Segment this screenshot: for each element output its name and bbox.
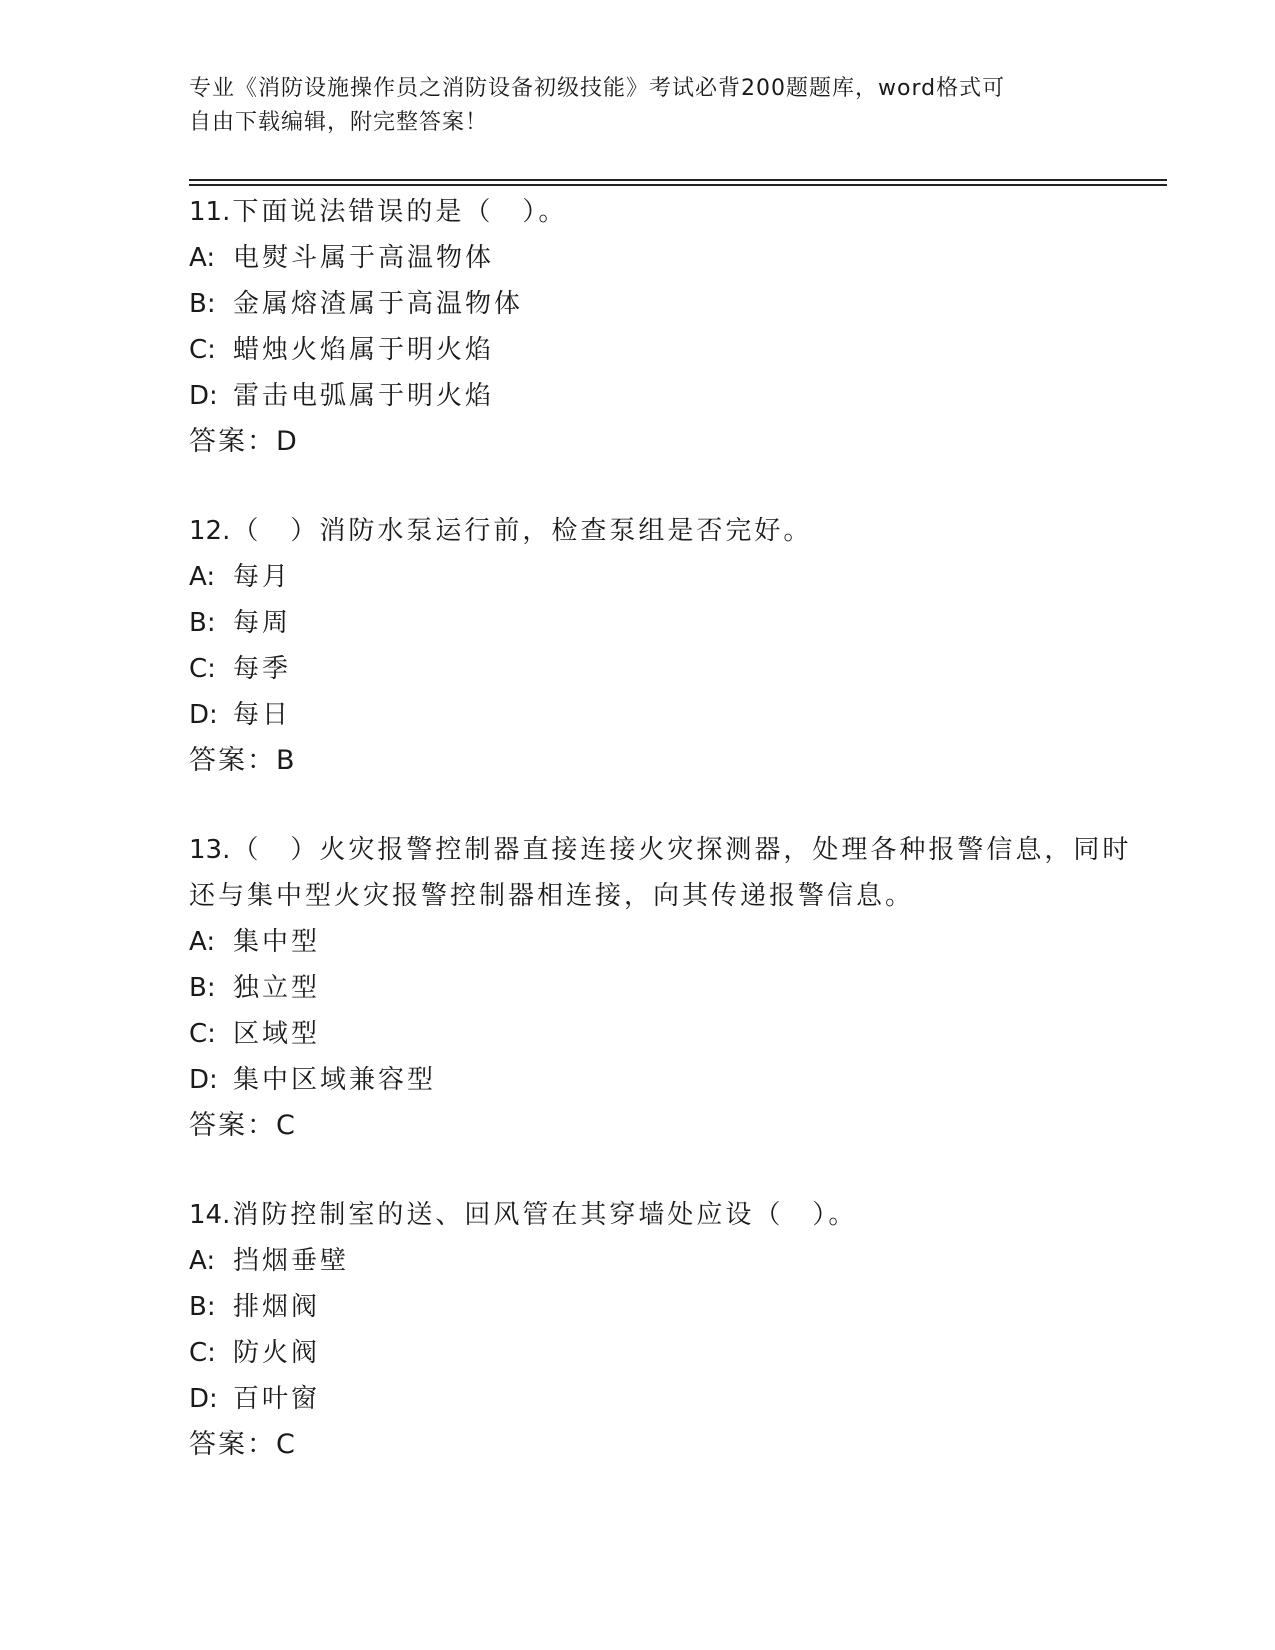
option-text: 金属熔渣属于高温物体 bbox=[233, 289, 524, 319]
header-line-2: 自由下载编辑，附完整答案！ bbox=[189, 110, 489, 135]
option-key: D: bbox=[189, 1065, 218, 1095]
option-text: 蜡烛火焰属于明火焰 bbox=[233, 335, 495, 365]
option-text: 每月 bbox=[233, 562, 292, 592]
option-a bbox=[189, 235, 1149, 281]
answer-value: D bbox=[276, 426, 297, 457]
option-c bbox=[189, 1330, 1149, 1376]
option-a bbox=[189, 554, 1149, 600]
option-key: D: bbox=[189, 700, 218, 730]
option-key: B: bbox=[189, 1292, 216, 1322]
answer-line bbox=[189, 738, 1149, 784]
option-text: 每周 bbox=[233, 608, 292, 638]
question-text: （ ）火灾报警控制器直接连接火灾探测器，处理各种报警信息，同时还与集中型火灾报警控制器相连接，向其传递报警信息。 bbox=[189, 835, 1132, 911]
option-b bbox=[189, 1284, 1149, 1330]
question-number: 11. bbox=[189, 197, 231, 227]
answer-label: 答案： bbox=[189, 426, 276, 457]
answer-label: 答案： bbox=[189, 745, 276, 776]
option-text: 集中区域兼容型 bbox=[233, 1065, 437, 1095]
answer-label: 答案： bbox=[189, 1429, 276, 1460]
option-text: 独立型 bbox=[233, 973, 321, 1003]
option-d bbox=[189, 1057, 1149, 1103]
option-key: B: bbox=[189, 973, 216, 1003]
option-b bbox=[189, 600, 1149, 646]
option-key: C: bbox=[189, 1019, 216, 1049]
answer-value: C bbox=[276, 1110, 295, 1141]
question-text: 下面说法错误的是（ ）。 bbox=[232, 197, 568, 227]
answer-line bbox=[189, 1103, 1149, 1149]
question-stem bbox=[189, 827, 1149, 919]
option-d bbox=[189, 373, 1149, 419]
answer-value: B bbox=[276, 745, 295, 776]
answer-value: C bbox=[276, 1429, 295, 1460]
option-key: D: bbox=[189, 1384, 218, 1414]
option-d bbox=[189, 692, 1149, 738]
option-text: 防火阀 bbox=[233, 1338, 321, 1368]
option-c bbox=[189, 1011, 1149, 1057]
option-text: 每季 bbox=[233, 654, 292, 684]
option-b bbox=[189, 281, 1149, 327]
question-12 bbox=[189, 508, 1149, 784]
option-a bbox=[189, 1238, 1149, 1284]
option-key: A: bbox=[189, 243, 216, 273]
option-d bbox=[189, 1376, 1149, 1422]
question-stem bbox=[189, 508, 1149, 554]
option-text: 排烟阀 bbox=[233, 1292, 321, 1322]
option-text: 雷击电弧属于明火焰 bbox=[233, 381, 495, 411]
option-key: D: bbox=[189, 381, 218, 411]
question-number: 13. bbox=[189, 835, 231, 865]
option-c bbox=[189, 646, 1149, 692]
option-key: A: bbox=[189, 927, 216, 957]
option-key: C: bbox=[189, 654, 216, 684]
option-key: A: bbox=[189, 1246, 216, 1276]
answer-line bbox=[189, 419, 1149, 465]
document-header bbox=[189, 72, 1089, 140]
question-11 bbox=[189, 189, 1149, 465]
question-text: 消防控制室的送、回风管在其穿墙处应设（ ）。 bbox=[232, 1200, 858, 1230]
option-b bbox=[189, 965, 1149, 1011]
option-text: 每日 bbox=[233, 700, 292, 730]
option-key: C: bbox=[189, 1338, 216, 1368]
option-key: A: bbox=[189, 562, 216, 592]
question-stem bbox=[189, 189, 1149, 235]
question-text: （ ）消防水泵运行前，检查泵组是否完好。 bbox=[232, 516, 813, 546]
question-13 bbox=[189, 827, 1149, 1149]
question-list bbox=[189, 189, 1149, 1511]
option-key: B: bbox=[189, 608, 216, 638]
answer-label: 答案： bbox=[189, 1110, 276, 1141]
header-divider-top bbox=[189, 179, 1167, 181]
question-number: 14. bbox=[189, 1200, 231, 1230]
question-14 bbox=[189, 1192, 1149, 1468]
option-a bbox=[189, 919, 1149, 965]
option-text: 区域型 bbox=[233, 1019, 321, 1049]
option-text: 百叶窗 bbox=[233, 1384, 321, 1414]
header-divider-bottom bbox=[189, 184, 1167, 186]
answer-line bbox=[189, 1422, 1149, 1468]
option-text: 集中型 bbox=[233, 927, 321, 957]
question-number: 12. bbox=[189, 516, 231, 546]
option-key: B: bbox=[189, 289, 216, 319]
option-key: C: bbox=[189, 335, 216, 365]
option-c bbox=[189, 327, 1149, 373]
question-stem bbox=[189, 1192, 1149, 1238]
header-line-1: 专业《消防设施操作员之消防设备初级技能》考试必背200题题库，word格式可 bbox=[189, 76, 1006, 101]
option-text: 电熨斗属于高温物体 bbox=[233, 243, 495, 273]
option-text: 挡烟垂壁 bbox=[233, 1246, 350, 1276]
